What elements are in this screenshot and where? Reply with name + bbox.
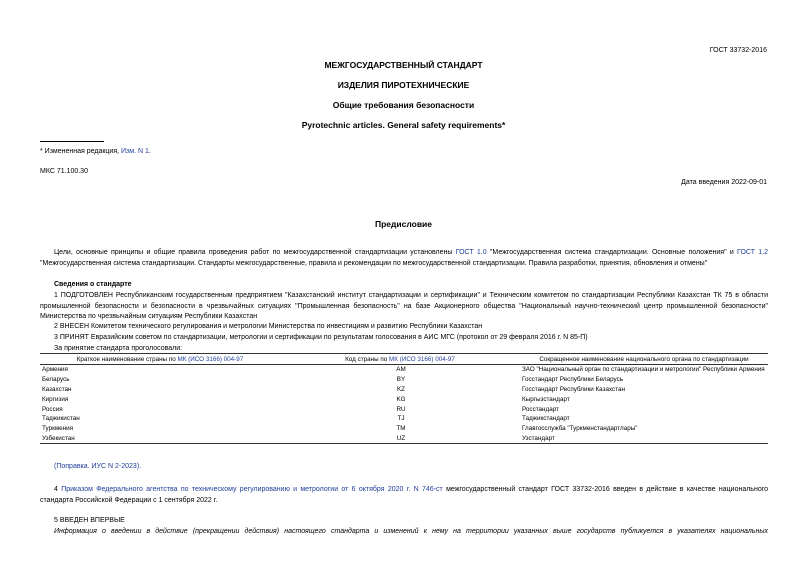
country-name: Киргизия [42, 395, 69, 403]
country-name: Казахстан [42, 385, 72, 393]
rosstandart-order-link[interactable]: Приказом Федерального агентства по техническому регулированию и метрологии от 6 октября 2020 г. N 746-ст [61, 486, 443, 493]
standards-body: ЗАО "Национальный орган по стандартизации и метрологии" Республики Армения [522, 366, 765, 374]
standards-body: Узстандарт [520, 434, 768, 444]
standards-body: Главгосслужба "Туркменстандартлары" [522, 425, 638, 433]
amendment-link[interactable]: Изм. N 1 [121, 148, 149, 155]
country-name: Беларусь [42, 376, 70, 384]
table-row [40, 434, 768, 444]
country-code: KG [396, 395, 406, 403]
standards-body: Кыргызстандарт [522, 395, 570, 403]
foreword-heading: Предисловие [374, 219, 433, 229]
standards-body: Госстандарт Республики Беларусь [522, 376, 624, 384]
amendment-note[interactable]: (Поправка. ИУС N 2-2023). [54, 463, 142, 470]
column-country-name: Краткое наименование страны по МК (ИСО 3166) 004-97 [40, 354, 280, 365]
vote-intro: За принятие стандарта проголосовали: [54, 345, 183, 352]
table-row [40, 404, 768, 414]
item-1: 1 ПОДГОТОВЛЕН Республиканским государственным предприятием "Казахстанский институт стандартизации и сертификации" и Техническим комитетом по стандартизации Республики Казахстан ТК 75 в области промышленной безопасности и безопасности в чрезвычайных ситуациях "Промышленная безопасность" на базе Акционерного общества "Национальный научно-технический центр промышленной безопасности" Министерства по чрезвычайным ситуациям Республики Казахстан [40, 292, 768, 320]
gost-1-2-link[interactable]: ГОСТ 1.2 [737, 249, 768, 256]
column-standards-body: Сокращенное наименование национального органа по стандартизации [520, 354, 768, 365]
country-code: TJ [397, 415, 405, 423]
table-row [40, 385, 768, 395]
standard-title-english: Pyrotechnic articles. General safety requirements* [301, 120, 506, 130]
introduction-date: Дата введения 2022-09-01 [681, 179, 767, 186]
country-code: UZ [280, 434, 520, 444]
table-row [40, 414, 768, 424]
country-name: Россия [42, 405, 63, 413]
table-row [40, 375, 768, 385]
mks-code: МКС 71.100.30 [40, 168, 88, 175]
standard-title: ИЗДЕЛИЯ ПИРОТЕХНИЧЕСКИЕ [337, 80, 470, 90]
info-heading: Сведения о стандарте [54, 281, 132, 288]
table-header [40, 354, 768, 365]
footnote-divider [40, 141, 104, 142]
item-5-text: Информация о введении в действие (прекращении действия) настоящего стандарта и изменений к нему на территории указанных выше государств публикуется в указателях национальных [54, 528, 768, 535]
mk-iso-link[interactable]: МК (ИСО 3166) 004-97 [177, 355, 244, 363]
country-code: KZ [396, 385, 406, 393]
standards-body: Госстандарт Республики Казахстан [522, 385, 626, 393]
item-3: 3 ПРИНЯТ Евразийским советом по стандартизации, метрологии и сертификации по результатам голосования в АИС МГС (протокол от 29 февраля 2016 г. N 85-П) [54, 334, 588, 341]
country-code: AM [396, 366, 406, 374]
standard-type: МЕЖГОСУДАРСТВЕННЫЙ СТАНДАРТ [324, 60, 483, 70]
table-row [40, 424, 768, 434]
footnote: * Измененная редакция, Изм. N 1. [40, 148, 151, 155]
country-name: Узбекистан [40, 434, 280, 444]
item-2: 2 ВНЕСЕН Комитетом технического регулирования и метрологии Министерства по инвестициям и развитию Республики Казахстан [54, 323, 483, 330]
standards-body: Таджикстандарт [522, 415, 570, 423]
gost-1-0-link[interactable]: ГОСТ 1.0 [455, 249, 487, 256]
standard-subtitle: Общие требования безопасности [332, 100, 475, 110]
column-country-code: Код страны по МК (ИСО 3166) 004-97 [280, 354, 520, 365]
country-name: Армения [42, 366, 68, 374]
standards-body: Росстандарт [522, 405, 559, 413]
voting-countries-table [40, 353, 768, 444]
foreword-paragraph: Цели, основные принципы и общие правила проведения работ по межгосударственной стандартизации установлены ГОСТ 1.0 "Межгосударственная система стандартизации. Основные положения" и ГОСТ 1.2 "Межгосударственная система стандартизации. Стандарты межгосударственные, правила и рекомендации по межгосударственной стандартизации. Правила разработки, принятия, обновления и отмены" [40, 249, 768, 267]
country-code: TM [396, 425, 406, 433]
item-5-title: 5 ВВЕДЕН ВПЕРВЫЕ [54, 517, 125, 524]
country-name: Туркмения [42, 425, 74, 433]
mk-iso-link[interactable]: МК (ИСО 3166) 004-97 [389, 355, 455, 363]
document-code: ГОСТ 33732-2016 [709, 47, 767, 54]
item-4: 4 Приказом Федерального агентства по техническому регулированию и метрологии от 6 октября 2020 г. N 746-ст межгосударственный стандарт ГОСТ 33732-2016 введен в действие в качестве национального стандарта Российской Федерации с 1 сентября 2022 г. [40, 486, 769, 504]
table-row [40, 394, 768, 404]
country-code: BY [396, 376, 406, 384]
country-code: RU [396, 405, 406, 413]
table-row [40, 365, 768, 375]
country-name: Таджикистан [42, 415, 80, 423]
